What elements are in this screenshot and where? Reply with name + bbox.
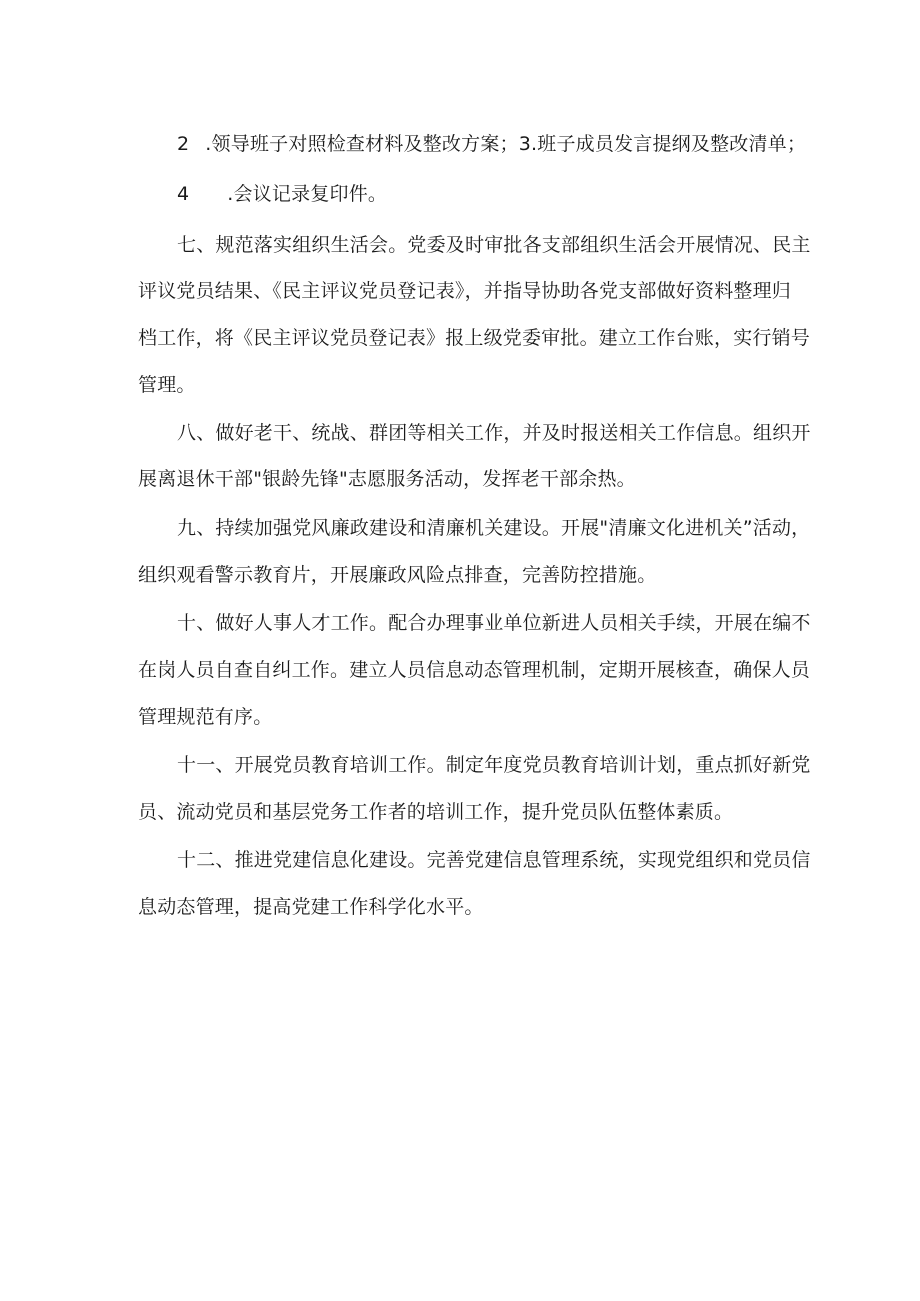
list-item-4-number: 4: [177, 183, 190, 205]
list-item-2: [177, 129, 807, 159]
paragraph-line: 息动态管理，提高党建工作科学化水平。: [138, 896, 484, 918]
paragraph-line: 八、做好老干、统战、群团等相关工作，并及时报送相关工作信息。组织开: [177, 422, 811, 444]
paragraph-line: 员、流动党员和基层党务工作者的培训工作，提升党员队伍整体素质。: [138, 801, 734, 823]
paragraph-line: 档工作，将《民主评议党员登记表》报上级党委审批。建立工作台账，实行销号: [138, 327, 811, 349]
paragraph-line: 在岗人员自查自纠工作。建立人员信息动态管理机制，定期开展核查，确保人员: [138, 659, 811, 681]
paragraph-line: 展离退休干部"银龄先锋"志愿服务活动，发挥老干部余热。: [138, 468, 636, 490]
list-item-2-text: .领导班子对照检查材料及整改方案；3.班子成员发言提纲及整改清单；: [205, 133, 807, 155]
paragraph-line: 九、持续加强党风廉政建设和清廉机关建设。开展"清廉文化进机关”活动，: [177, 517, 811, 539]
paragraph-line: 管理规范有序。: [138, 706, 273, 728]
paragraph-line: 组织观看警示教育片，开展廉政风险点排查，完善防控措施。: [138, 564, 657, 586]
paragraph-line: 十二、推进党建信息化建设。完善党建信息管理系统，实现党组织和党员信: [177, 849, 811, 871]
paragraph-line: 七、规范落实组织生活会。党委及时审批各支部组织生活会开展情况、民主: [177, 234, 811, 256]
paragraph-line: 管理。: [138, 374, 196, 396]
paragraph-line: 十一、开展党员教育培训工作。制定年度党员教育培训计划，重点抓好新党: [177, 754, 811, 776]
paragraph-line: 评议党员结果、《民主评议党员登记表》，并指导协助各党支部做好资料整理归: [138, 280, 792, 302]
list-item-4-text: .会议记录复印件。: [227, 183, 388, 205]
list-item-2-number: 2: [177, 133, 190, 155]
list-item-4: [177, 179, 798, 209]
paragraph-line: 十、做好人事人才工作。配合办理事业单位新进人员相关手续，开展在编不: [177, 612, 811, 634]
